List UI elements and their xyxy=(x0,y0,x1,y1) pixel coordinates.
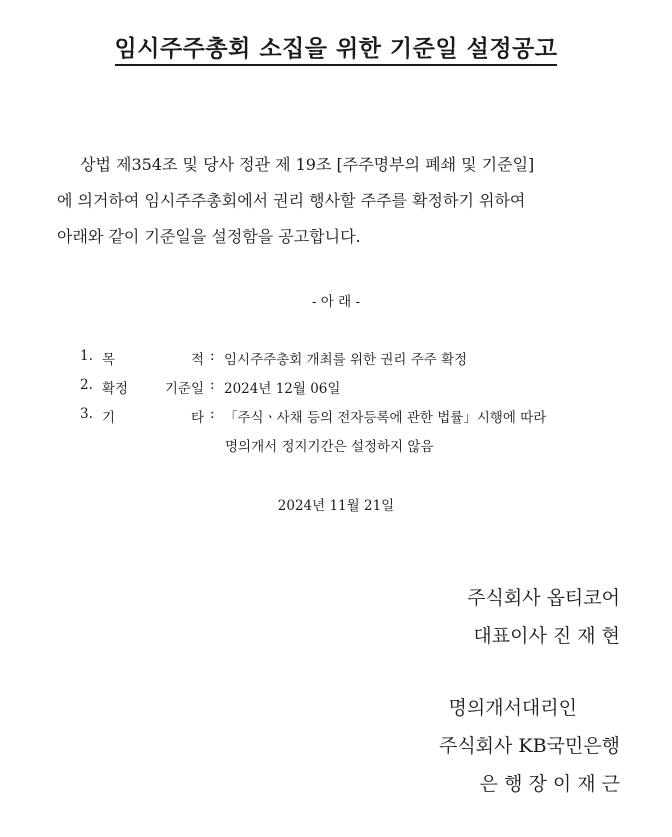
item-value: 임시주주총회 개최를 위한 권리 주주 확정 xyxy=(224,352,468,368)
body-line-3: 아래와 같이 기준일을 설정함을 공고합니다. xyxy=(57,227,361,246)
company-name: 주식회사 옵티코어 xyxy=(467,587,620,609)
notice-title: 임시주주총회 소집을 위한 기준일 설정공고 xyxy=(0,30,672,63)
list-item-other: 3. 기 타 : 「주식ㆍ사채 등의 전자등록에 관한 법률」시행에 따라 xyxy=(80,406,547,426)
item-3-continuation: 명의개서 정지기간은 설정하지 않음 xyxy=(225,439,434,455)
section-header: - 아 래 - xyxy=(311,294,361,310)
representative-name: 대표이사 진 재 현 xyxy=(473,625,620,647)
body-line-1: 상법 제354조 및 당사 정관 제 19조 [주주명부의 폐쇄 및 기준일] xyxy=(80,155,535,174)
transfer-agent-company: 주식회사 KB국민은행 xyxy=(438,735,620,757)
transfer-agent-title: 명의개서대리인 xyxy=(448,697,577,719)
item-value: 2024년 12월 06일 xyxy=(224,381,341,397)
notice-date: 2024년 11월 21일 xyxy=(277,498,395,514)
list-item-purpose: 1. 목 적 : 임시주주총회 개최를 위한 권리 주주 확정 xyxy=(80,348,468,368)
list-item-record-date: 2. 확정 기준일 : 2024년 12월 06일 xyxy=(80,377,341,397)
transfer-agent-representative: 은 행 장 이 재 근 xyxy=(479,773,620,795)
body-line-2: 에 의거하여 임시주주총회에서 권리 행사할 주주를 확정하기 위하여 xyxy=(57,191,526,210)
item-value: 「주식ㆍ사채 등의 전자등록에 관한 법률」시행에 따라 xyxy=(224,410,547,426)
